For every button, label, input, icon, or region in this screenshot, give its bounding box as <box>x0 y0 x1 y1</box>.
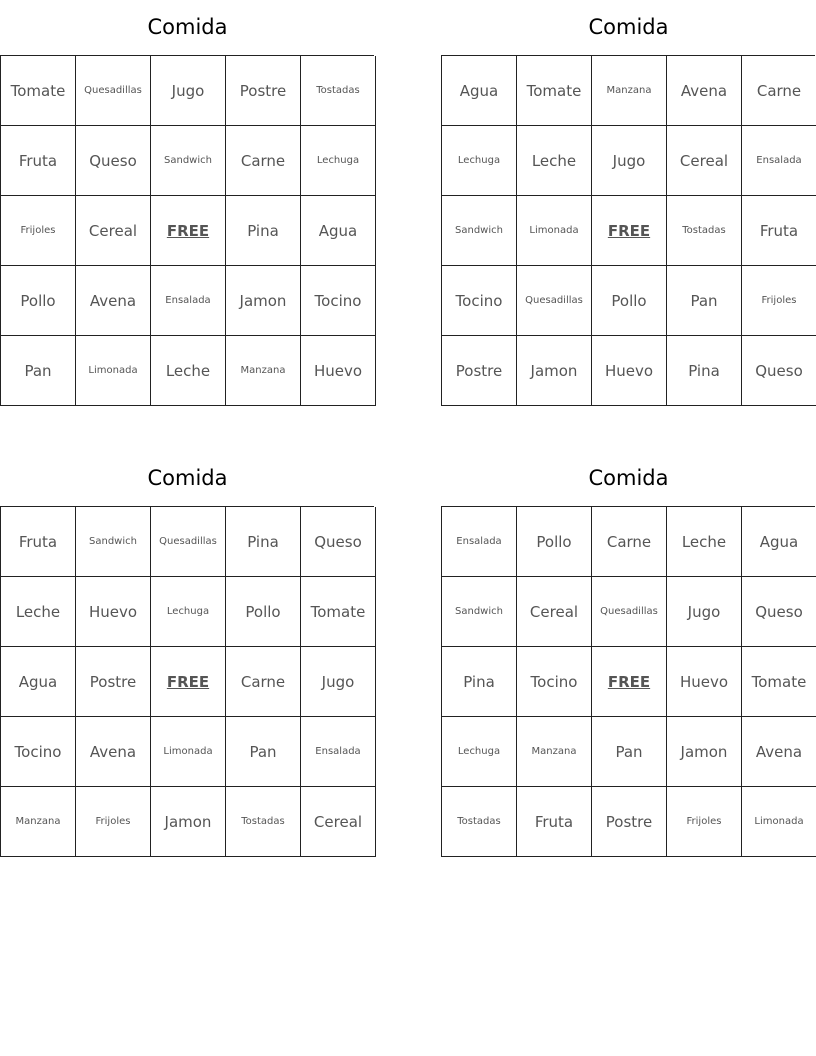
bingo-cell: Pina <box>667 336 742 406</box>
bingo-cell: Frijoles <box>667 787 742 857</box>
free-space: FREE <box>592 647 667 717</box>
bingo-cell: Jamon <box>226 266 301 336</box>
bingo-cell: Avena <box>667 56 742 126</box>
bingo-cell: Queso <box>76 126 151 196</box>
bingo-grid <box>441 506 815 857</box>
bingo-cell: Jamon <box>667 717 742 787</box>
bingo-cell: Agua <box>442 56 517 126</box>
bingo-cell: Ensalada <box>442 507 517 577</box>
bingo-cell: Pan <box>592 717 667 787</box>
bingo-cell: Jugo <box>151 56 226 126</box>
bingo-grid <box>0 55 374 406</box>
bingo-cell: Tostadas <box>226 787 301 857</box>
bingo-cell: Frijoles <box>1 196 76 266</box>
bingo-cell: Pan <box>667 266 742 336</box>
card-title: Comida <box>588 466 669 490</box>
bingo-cell: Sandwich <box>442 196 517 266</box>
bingo-cell: Tomate <box>742 647 816 717</box>
bingo-grid <box>441 55 815 406</box>
bingo-cell: Tostadas <box>667 196 742 266</box>
bingo-cell: Pollo <box>517 507 592 577</box>
bingo-cell: Tostadas <box>442 787 517 857</box>
bingo-cell: Lechuga <box>301 126 376 196</box>
bingo-cell: Postre <box>592 787 667 857</box>
bingo-cell: Ensalada <box>742 126 816 196</box>
bingo-cell: Agua <box>1 647 76 717</box>
bingo-cell: Tocino <box>442 266 517 336</box>
bingo-cell: Pollo <box>226 577 301 647</box>
bingo-cell: Lechuga <box>151 577 226 647</box>
bingo-cell: Tocino <box>1 717 76 787</box>
bingo-card-1 <box>0 0 375 406</box>
bingo-cell: Frijoles <box>76 787 151 857</box>
bingo-cell: Jamon <box>151 787 226 857</box>
bingo-cell: Tomate <box>301 577 376 647</box>
bingo-cell: Manzana <box>517 717 592 787</box>
bingo-cell: Carne <box>226 126 301 196</box>
bingo-cell: Postre <box>442 336 517 406</box>
bingo-cell: Queso <box>742 336 816 406</box>
bingo-cell: Jugo <box>667 577 742 647</box>
bingo-cell: Fruta <box>1 507 76 577</box>
bingo-cell: Postre <box>226 56 301 126</box>
bingo-cell: Tostadas <box>301 56 376 126</box>
bingo-cell: Ensalada <box>151 266 226 336</box>
free-space: FREE <box>592 196 667 266</box>
bingo-cell: Quesadillas <box>151 507 226 577</box>
free-space: FREE <box>151 196 226 266</box>
bingo-cell: Fruta <box>517 787 592 857</box>
bingo-cell: Leche <box>151 336 226 406</box>
bingo-cell: Pan <box>1 336 76 406</box>
card-title: Comida <box>147 466 228 490</box>
bingo-cell: Pollo <box>1 266 76 336</box>
bingo-cell: Agua <box>742 507 816 577</box>
bingo-cell: Sandwich <box>442 577 517 647</box>
bingo-cell: Leche <box>517 126 592 196</box>
bingo-cell: Lechuga <box>442 717 517 787</box>
bingo-cell: Limonada <box>76 336 151 406</box>
bingo-cell: Queso <box>742 577 816 647</box>
bingo-cell: Huevo <box>301 336 376 406</box>
bingo-cell: Cereal <box>76 196 151 266</box>
bingo-cell: Quesadillas <box>517 266 592 336</box>
free-space: FREE <box>151 647 226 717</box>
bingo-cell: Cereal <box>667 126 742 196</box>
bingo-cell: Cereal <box>301 787 376 857</box>
bingo-cell: Avena <box>742 717 816 787</box>
card-title: Comida <box>147 15 228 39</box>
bingo-cell: Jamon <box>517 336 592 406</box>
bingo-cell: Ensalada <box>301 717 376 787</box>
bingo-cell: Huevo <box>667 647 742 717</box>
bingo-cell: Jugo <box>592 126 667 196</box>
bingo-cell: Avena <box>76 266 151 336</box>
bingo-card-4 <box>441 451 816 857</box>
bingo-cell: Fruta <box>742 196 816 266</box>
bingo-cell: Quesadillas <box>592 577 667 647</box>
bingo-cell: Sandwich <box>151 126 226 196</box>
bingo-cell: Leche <box>1 577 76 647</box>
bingo-cell: Frijoles <box>742 266 816 336</box>
bingo-cell: Huevo <box>592 336 667 406</box>
bingo-cell: Tomate <box>517 56 592 126</box>
bingo-cell: Sandwich <box>76 507 151 577</box>
bingo-cell: Pina <box>226 507 301 577</box>
bingo-cell: Limonada <box>151 717 226 787</box>
bingo-grid <box>0 506 374 857</box>
bingo-cell: Avena <box>76 717 151 787</box>
bingo-cell: Manzana <box>226 336 301 406</box>
bingo-cell: Jugo <box>301 647 376 717</box>
bingo-cell: Tocino <box>301 266 376 336</box>
bingo-cell: Carne <box>226 647 301 717</box>
bingo-cell: Pina <box>442 647 517 717</box>
bingo-cell: Carne <box>592 507 667 577</box>
bingo-cell: Agua <box>301 196 376 266</box>
bingo-cell: Leche <box>667 507 742 577</box>
bingo-cell: Carne <box>742 56 816 126</box>
bingo-cell: Pan <box>226 717 301 787</box>
bingo-cell: Manzana <box>1 787 76 857</box>
bingo-cell: Huevo <box>76 577 151 647</box>
bingo-cell: Cereal <box>517 577 592 647</box>
bingo-cell: Fruta <box>1 126 76 196</box>
bingo-cell: Pollo <box>592 266 667 336</box>
bingo-cell: Limonada <box>517 196 592 266</box>
bingo-card-3 <box>0 451 375 857</box>
card-title: Comida <box>588 15 669 39</box>
bingo-cell: Queso <box>301 507 376 577</box>
bingo-cell: Postre <box>76 647 151 717</box>
bingo-cell: Quesadillas <box>76 56 151 126</box>
bingo-cell: Lechuga <box>442 126 517 196</box>
bingo-card-2 <box>441 0 816 406</box>
bingo-cell: Tocino <box>517 647 592 717</box>
bingo-cell: Tomate <box>1 56 76 126</box>
bingo-cell: Manzana <box>592 56 667 126</box>
bingo-cell: Pina <box>226 196 301 266</box>
bingo-cell: Limonada <box>742 787 816 857</box>
